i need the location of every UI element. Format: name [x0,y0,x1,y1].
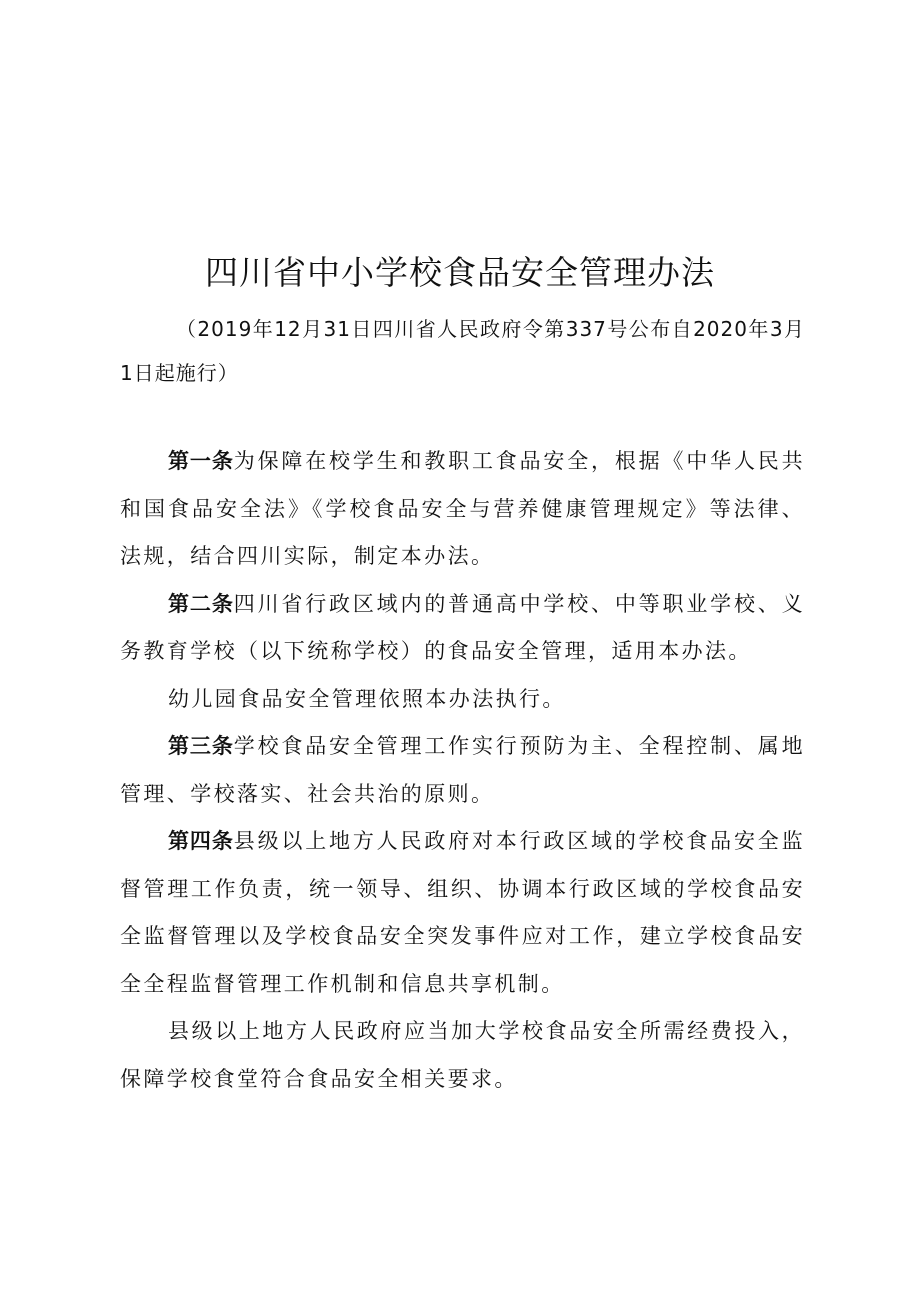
paragraph-funding [120,1008,805,1103]
document-body [120,438,805,1103]
paragraph-kindergarten [120,676,805,724]
article-number: 第三条 [168,734,234,758]
paragraph-text: 学校食品安全管理工作实行预防为主、全程控制、属地管理、学校落实、社会共治的原则。 [120,734,805,806]
paragraph-article-3 [120,723,805,818]
paragraph-article-2 [120,581,805,676]
paragraph-article-4 [120,818,805,1008]
article-number: 第二条 [168,591,234,616]
document-title: 四川省中小学校食品安全管理办法 [205,253,715,292]
paragraph-text: 为保障在校学生和教职工食品安全，根据《中华人民共和国食品安全法》《学校食品安全与营养健康管理规定》等法律、法规，结合四川实际，制定本办法。 [120,449,805,568]
paragraph-text: 幼儿园食品安全管理依照本办法执行。 [168,686,566,711]
paragraph-text: 县级以上地方人民政府应当加大学校食品安全所需经费投入，保障学校食堂符合食品安全相关要求。 [120,1019,805,1091]
document-subtitle: （2019年12月31日四川省人民政府令第337号公布自2020年3月1日起施行） [120,317,805,385]
article-number: 第四条 [168,829,234,853]
paragraph-article-1 [120,438,805,581]
paragraph-text: 县级以上地方人民政府对本行政区域的学校食品安全监督管理工作负责，统一领导、组织、协调本行政区域的学校食品安全监督管理以及学校食品安全突发事件应对工作，建立学校食品安全全程监督管理工作机制和信息共享机制。 [120,829,805,996]
article-number: 第一条 [168,449,234,473]
paragraph-text: 四川省行政区域内的普通高中学校、中等职业学校、义务教育学校（以下统称学校）的食品安全管理，适用本办法。 [120,591,805,663]
